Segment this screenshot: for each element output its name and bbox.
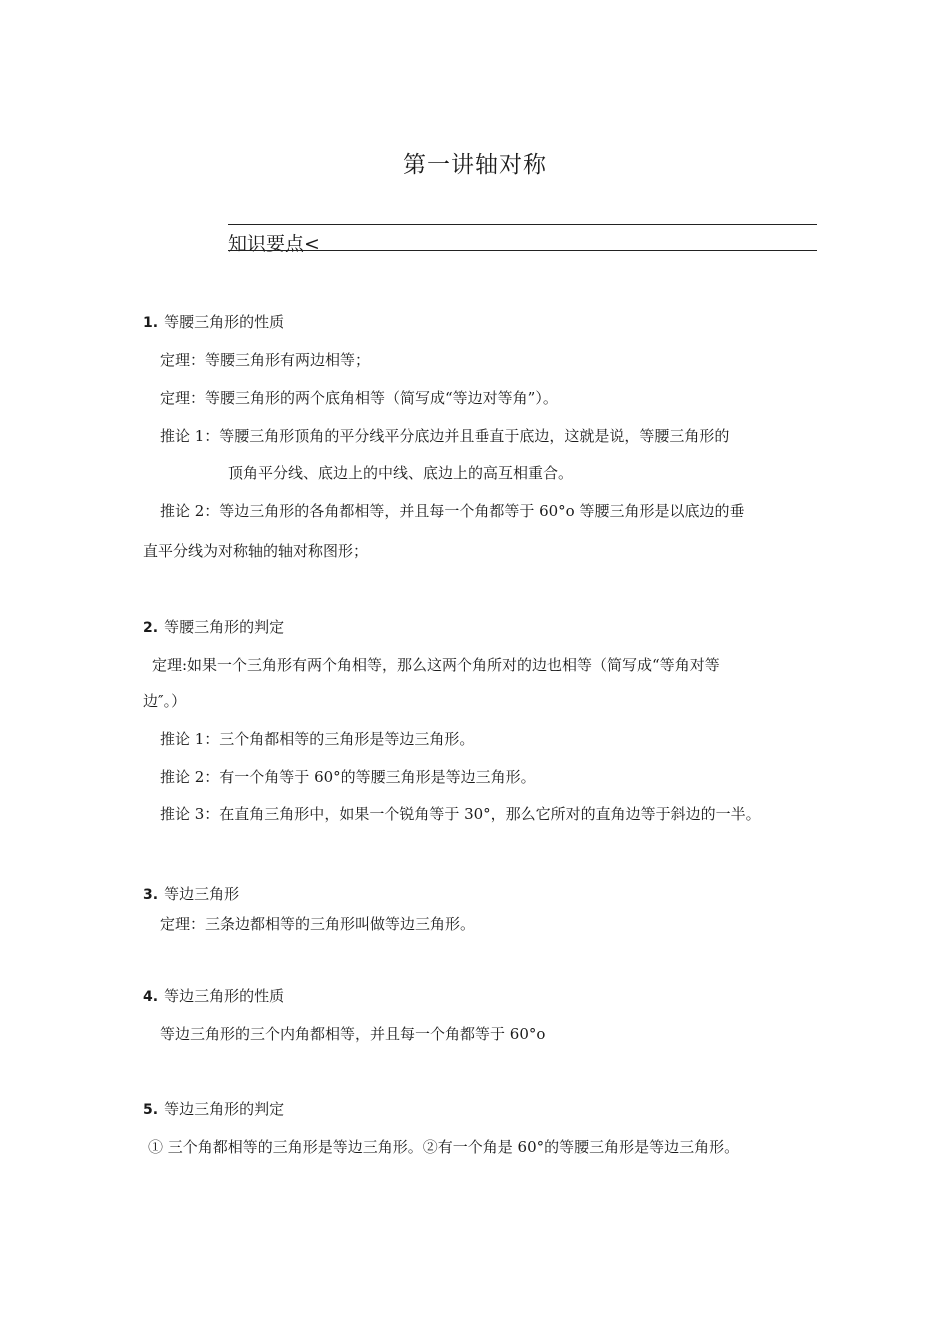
section-number: 3. [143,887,159,903]
section-heading [143,1099,284,1120]
paragraph-line: 边″。） [143,692,187,710]
section-heading-text: 等腰三角形的判定 [164,618,285,636]
section-heading-text: 等边三角形 [164,885,240,903]
paragraph-line: 推论 1：三个角都相等的三角形是等边三角形。 [160,730,475,748]
paragraph-line: 推论 2：等边三角形的各角都相等，并且每一个角都等于 60°o 等腰三角形是以底边的垂 [160,502,745,520]
section-number: 4. [143,989,159,1005]
section-heading [143,312,284,333]
section-heading-text: 等边三角形的性质 [164,987,285,1005]
banner-top-rule [228,224,817,225]
paragraph-line: 定理：等腰三角形的两个底角相等（简写成“等边对等角”）。 [160,389,558,407]
banner-bottom-rule [228,250,817,251]
section-banner: 知识要点< [228,233,320,255]
section-heading [143,986,284,1007]
section-heading [143,884,239,905]
paragraph-line: ① 三个角都相等的三角形是等边三角形。②有一个角是 60°的等腰三角形是等边三角形。 [148,1138,740,1156]
section-number: 1. [143,315,159,331]
section-heading [143,617,284,638]
paragraph-line: 直平分线为对称轴的轴对称图形； [143,542,369,560]
paragraph-line: 推论 3：在直角三角形中，如果一个锐角等于 30°，那么它所对的直角边等于斜边的一半。 [160,805,761,823]
paragraph-line: 顶角平分线、底边上的中线、底边上的高互相重合。 [228,464,574,482]
section-heading-text: 等边三角形的判定 [164,1100,285,1118]
paragraph-line: 定理：等腰三角形有两边相等； [160,351,371,369]
page-title: 第一讲轴对称 [403,152,547,178]
paragraph-line: 定理:如果一个三角形有两个角相等，那么这两个角所对的边也相等（简写成“等角对等 [152,656,720,674]
paragraph-line: 推论 2：有一个角等于 60°的等腰三角形是等边三角形。 [160,768,536,786]
paragraph-line: 定理：三条边都相等的三角形叫做等边三角形。 [160,915,476,933]
section-heading-text: 等腰三角形的性质 [164,313,285,331]
paragraph-line: 推论 1：等腰三角形顶角的平分线平分底边并且垂直于底边，这就是说，等腰三角形的 [160,427,730,445]
section-number: 2. [143,620,159,636]
paragraph-line: 等边三角形的三个内角都相等，并且每一个角都等于 60°o [160,1025,546,1043]
section-number: 5. [143,1102,159,1118]
